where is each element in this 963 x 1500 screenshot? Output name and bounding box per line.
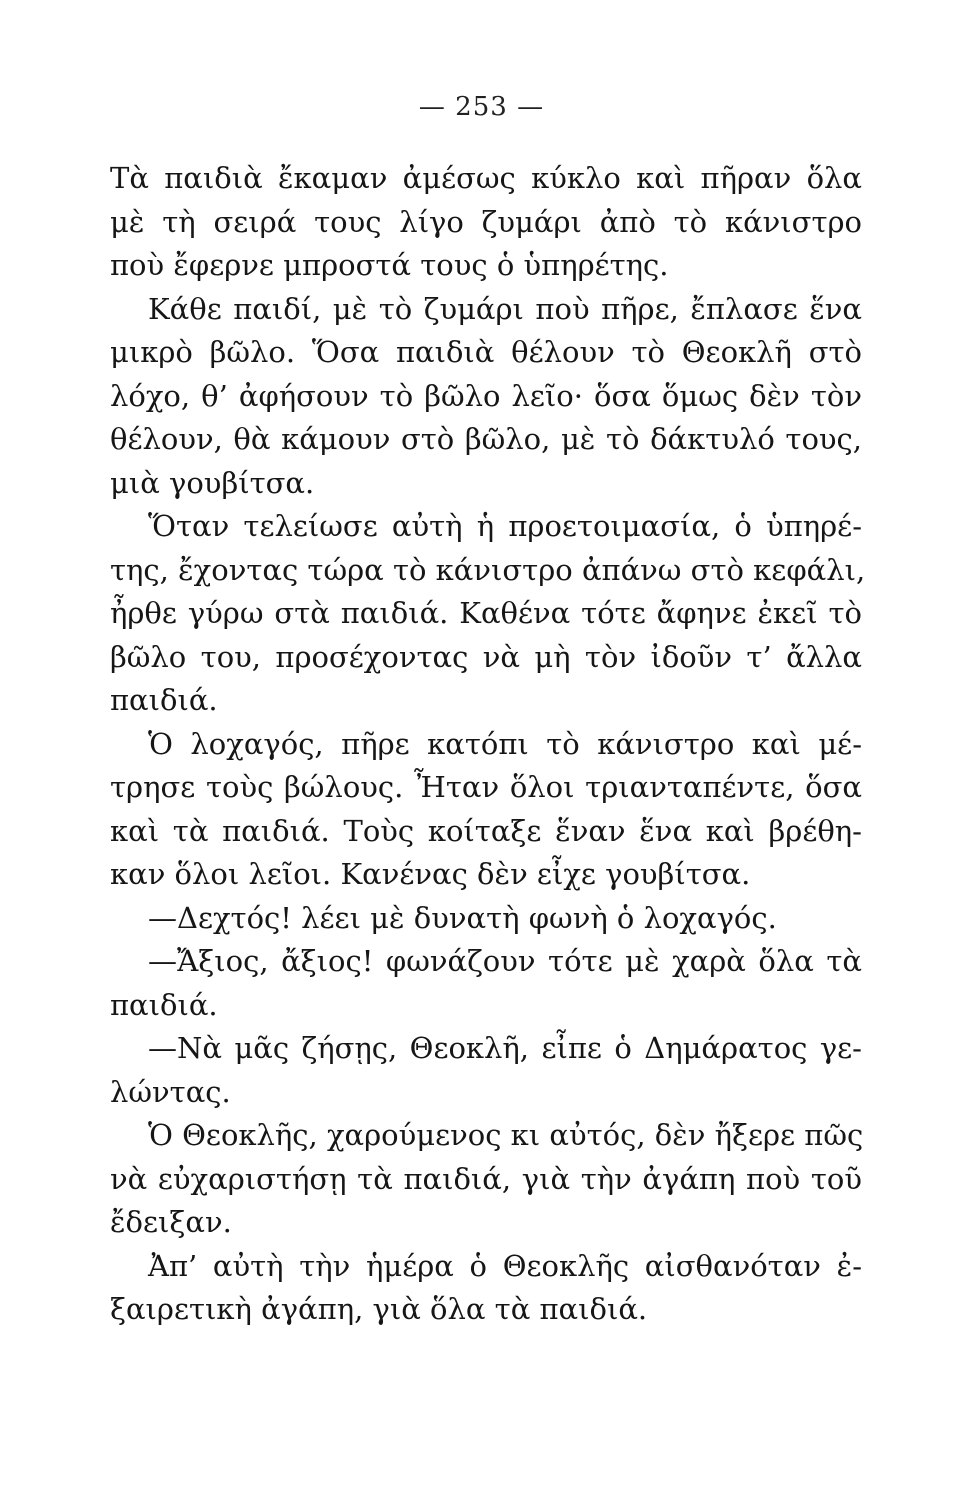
text-line: μικρὸ βῶλο. Ὅσα παιδιὰ θέλουν τὸ Θεοκλῆ στὸ (110, 335, 862, 369)
text-line: —Νὰ μᾶς ζήσῃς, Θεοκλῆ, εἶπε ὁ Δημάρατος γε- (148, 1031, 862, 1065)
text-line: νὰ εὐχαριστήσῃ τὰ παιδιά, γιὰ τὴν ἀγάπη ποὺ τοῦ (110, 1161, 862, 1196)
text-line: Κάθε παιδί, μὲ τὸ ζυμάρι ποὺ πῆρε, ἔπλασε ἕνα (148, 291, 862, 326)
text-line: καὶ τὰ παιδιά. Τοὺς κοίταξε ἕναν ἕνα καὶ βρέθη- (110, 813, 862, 848)
text-line: ξαιρετικὴ ἀγάπη, γιὰ ὅλα τὰ παιδιά. (110, 1292, 648, 1326)
text-line: μιὰ γουβίτσα. (110, 465, 315, 500)
text-line: Ἀπ’ αὐτὴ τὴν ἡμέρα ὁ Θεοκλῆς αἰσθανόταν ἐ- (148, 1248, 862, 1283)
text-line: λώντας. (110, 1074, 231, 1109)
text-line: —Δεχτός! λέει μὲ δυνατὴ φωνὴ ὁ λοχαγός. (148, 900, 777, 935)
text-line: Ὅταν τελείωσε αὐτὴ ἡ προετοιμασία, ὁ ὑπηρέ- (148, 509, 862, 543)
text-line: Τὰ παιδιὰ ἔκαμαν ἀμέσως κύκλο καὶ πῆραν ὅλα (110, 161, 862, 195)
page-number: — 253 — (418, 92, 545, 122)
text-line: ἦρθε γύρω στὰ παιδιά. Καθένα τότε ἄφηνε ἐκεῖ τὸ (110, 596, 862, 630)
text-line: βῶλο του, προσέχοντας νὰ μὴ τὸν ἰδοῦν τ’ ἄλλα (110, 639, 862, 674)
text-line: τρησε τοὺς βώλους. Ἦταν ὅλοι τριανταπέντε, ὅσα (110, 770, 862, 804)
text-line: της, ἔχοντας τώρα τὸ κάνιστρο ἀπάνω στὸ κεφάλι, (110, 552, 866, 587)
text-line: παιδιά. (110, 683, 218, 717)
text-line: καν ὅλοι λεῖοι. Κανένας δὲν εἶχε γουβίτσα. (110, 857, 751, 891)
text-line: θέλουν, θὰ κάμουν στὸ βῶλο, μὲ τὸ δάκτυλό τους, (110, 422, 862, 456)
text-line: Ὁ λοχαγός, πῆρε κατόπι τὸ κάνιστρο καὶ μέ- (148, 726, 862, 761)
text-line: Ὁ Θεοκλῆς, χαρούμενος κι αὐτός, δὲν ἤξερε πῶς (148, 1118, 864, 1152)
text-line: —Ἄξιος, ἄξιος! φωνάζουν τότε μὲ χαρὰ ὅλα τὰ (148, 944, 862, 978)
text-line: λόχο, θ’ ἀφήσουν τὸ βῶλο λεῖο· ὅσα ὅμως δὲν τὸν (110, 378, 862, 413)
text-line: παιδιά. (110, 987, 218, 1022)
text-line: ἔδειξαν. (110, 1205, 232, 1239)
text-line: ποὺ ἔφερνε μπροστά τους ὁ ὑπηρέτης. (110, 248, 669, 282)
text-line: μὲ τὴ σειρά τους λίγο ζυμάρι ἀπὸ τὸ κάνιστρο (110, 204, 862, 239)
